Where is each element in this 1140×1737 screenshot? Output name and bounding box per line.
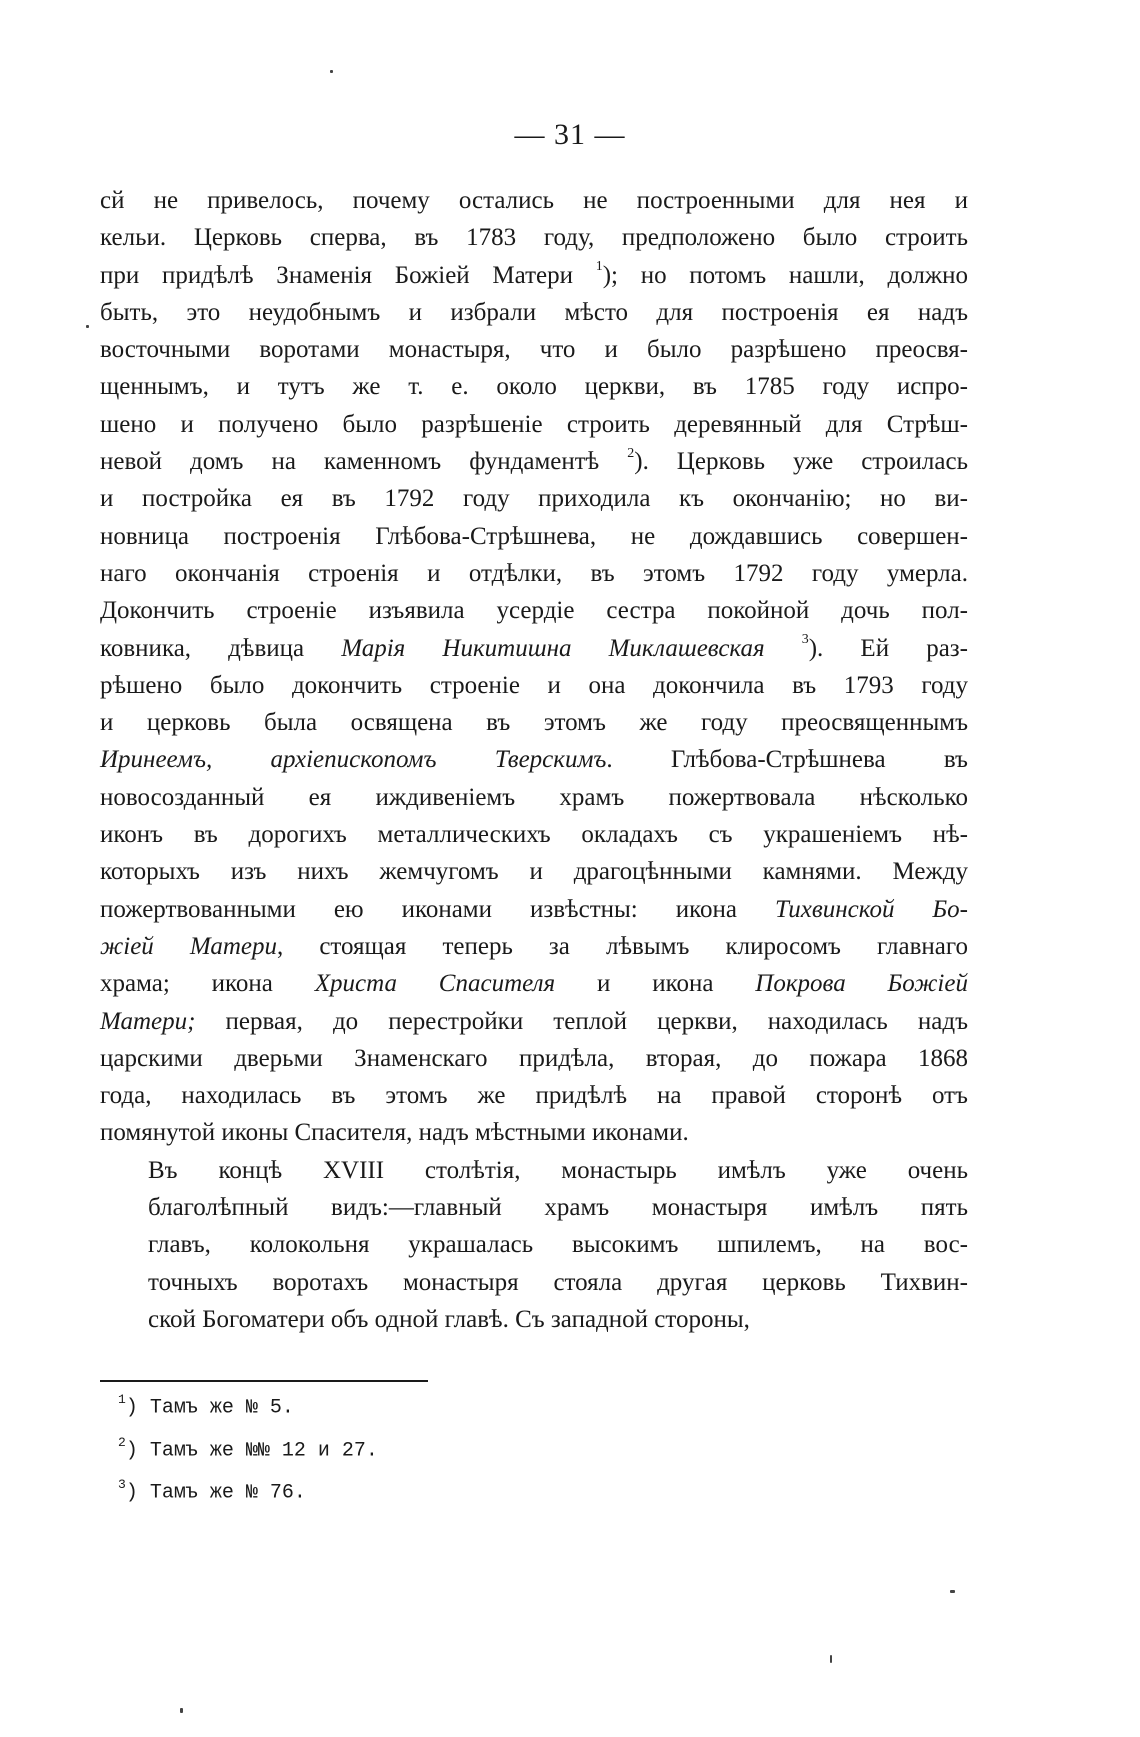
footnotes: [118, 1384, 378, 1512]
italic-text: Тихвинской Бо-: [774, 895, 968, 923]
text-segment: пожертвованными ею иконами извѣстны: икона: [100, 895, 775, 923]
text-segment: и постройка ея въ 1792 году приходила къ окончанію; но ви-: [100, 485, 968, 513]
footnote-mark: 3: [118, 1477, 126, 1493]
italic-text: Покрова Божіей: [755, 970, 968, 998]
text-line: [100, 928, 968, 965]
text-line: [100, 518, 968, 555]
text-line: [100, 331, 968, 368]
text-line: [100, 443, 968, 480]
text-line: [100, 1077, 968, 1114]
text-segment: главъ, колокольня украшалась высокимъ шпилемъ, на вос-: [148, 1231, 968, 1259]
text-segment: ковника, дѣвица: [100, 634, 342, 662]
text-segment: точныхъ воротахъ монастыря стояла другая церковь Тихвин-: [148, 1268, 968, 1296]
text-segment: помянутой иконы Спасителя, надъ мѣстными иконами.: [100, 1119, 689, 1147]
text-segment: года, находилась въ этомъ же придѣлѣ на правой сторонѣ отъ: [100, 1082, 968, 1110]
text-line: [100, 965, 968, 1002]
scan-speck: [330, 70, 333, 73]
footnote-text: ) Тамъ же №№ 12 и 27.: [125, 1439, 378, 1463]
footnote: [118, 1384, 378, 1427]
text-line: [100, 1264, 968, 1301]
text-segment: новосозданный ея иждивеніемъ храмъ пожертвовала нѣсколько: [100, 783, 968, 811]
italic-text: Иринеемъ, архіепископомъ Тверскимъ: [100, 746, 607, 774]
text-line: [100, 667, 968, 704]
footnote-text: ) Тамъ же № 76.: [125, 1481, 306, 1505]
text-segment: ской Богоматери объ одной главѣ. Съ западной стороны,: [148, 1305, 750, 1333]
text-line: [100, 1003, 968, 1040]
text-segment: иконъ въ дорогихъ металлическихъ окладахъ съ украшеніемъ нѣ-: [100, 821, 968, 849]
text-segment: Докончить строеніе изъявила усердіе сестра покойной дочь пол-: [100, 597, 968, 625]
paragraph-2: [100, 1152, 968, 1338]
italic-text: Марія Никитишна Миклашевская: [341, 634, 765, 662]
text-segment: наго окончанія строенія и отдѣлки, въ этомъ 1792 году умерла.: [100, 559, 968, 587]
text-segment: ). Церковь уже строилась: [634, 448, 968, 476]
footnote: [118, 1427, 378, 1470]
footnote-mark: 2: [118, 1434, 126, 1450]
text-segment: которыхъ изъ нихъ жемчугомъ и драгоцѣнными камнями. Между: [100, 858, 968, 886]
scan-speck: [86, 325, 89, 328]
text-line: [100, 704, 968, 741]
text-line: [100, 294, 968, 331]
text-segment: [765, 635, 802, 662]
footnote-ref: 3: [801, 632, 809, 648]
text-segment: сй не привелось, почему остались не построенными для нея и: [100, 187, 968, 214]
text-line: [100, 1226, 968, 1263]
text-line: [100, 592, 968, 629]
text-line: [100, 1040, 968, 1077]
text-segment: первая, до перестройки теплой церкви, находилась надъ: [195, 1007, 968, 1035]
footnote-text: ) Тамъ же № 5.: [125, 1396, 294, 1420]
text-line: [100, 368, 968, 405]
text-segment: кельи. Церковь сперва, въ 1783 году, предположено было строить: [100, 224, 968, 252]
text-segment: новница построенія Глѣбова-Стрѣшнева, не дождавшись совершен-: [100, 522, 968, 550]
text-line: [100, 816, 968, 853]
italic-text: жіей Матери: [100, 932, 277, 960]
text-segment: . Глѣбова-Стрѣшнева въ: [606, 746, 968, 774]
text-segment: быть, это неудобнымъ и избрали мѣсто для построенія ея надъ: [100, 298, 968, 326]
text-segment: и икона: [555, 970, 756, 998]
text-segment: невой домъ на каменномъ фундаментѣ: [100, 448, 628, 476]
text-segment: рѣшено было докончить строеніе и она докончила въ 1793 году: [100, 671, 968, 699]
text-line: [100, 741, 968, 778]
footnote: [118, 1469, 378, 1512]
text-line: [100, 1114, 968, 1151]
text-segment: Въ концѣ XVIII столѣтія, монастырь имѣлъ уже очень: [148, 1156, 968, 1184]
text-segment: храма; икона: [100, 970, 315, 998]
text-line: [100, 257, 968, 294]
scan-speck: [950, 1590, 955, 1593]
scan-speck: [180, 1708, 183, 1713]
text-segment: при придѣлѣ Знаменія Божіей Матери: [100, 261, 596, 289]
text-segment: ); но потомъ нашли, должно: [602, 261, 968, 289]
paragraph-1: [100, 182, 968, 1152]
text-segment: благолѣпный видъ:—главный храмъ монастыря имѣлъ пять: [148, 1194, 968, 1222]
text-line: [100, 219, 968, 256]
italic-text: Христа Спасителя: [314, 970, 556, 998]
footnote-ref: 1: [595, 259, 603, 275]
text-line: [100, 480, 968, 517]
text-line: [100, 779, 968, 816]
text-line: [100, 1189, 968, 1226]
text-line: [100, 853, 968, 890]
text-segment: восточными воротами монастыря, что и было разрѣшено преосвя-: [100, 336, 968, 364]
page-number: — 31 —: [514, 118, 626, 151]
text-segment: ). Ей раз-: [808, 634, 968, 662]
text-segment: и церковь была освящена въ этомъ же году преосвященнымъ: [100, 709, 968, 737]
text-segment: шено и получено было разрѣшеніе строить деревянный для Стрѣш-: [100, 410, 968, 438]
italic-text: Матери;: [100, 1007, 196, 1035]
text-line: [100, 406, 968, 443]
scan-speck: [830, 1655, 832, 1663]
text-line: [100, 1301, 968, 1338]
text-segment: щеннымъ, и тутъ же т. е. около церкви, въ 1785 году испро-: [100, 373, 968, 401]
text-segment: царскими дверьми Знаменскаго придѣла, вторая, до пожара 1868: [100, 1044, 968, 1072]
footnote-ref: 2: [627, 445, 635, 461]
text-line: [100, 891, 968, 928]
body-text: [100, 182, 968, 1338]
text-segment: , стоящая теперь за лѣвымъ клиросомъ главнаго: [277, 932, 968, 960]
text-line: [100, 630, 968, 667]
footnote-rule: [100, 1380, 428, 1382]
text-line: [100, 182, 968, 219]
text-line: [100, 555, 968, 592]
footnote-mark: 1: [118, 1392, 126, 1407]
text-line: [100, 1152, 968, 1189]
